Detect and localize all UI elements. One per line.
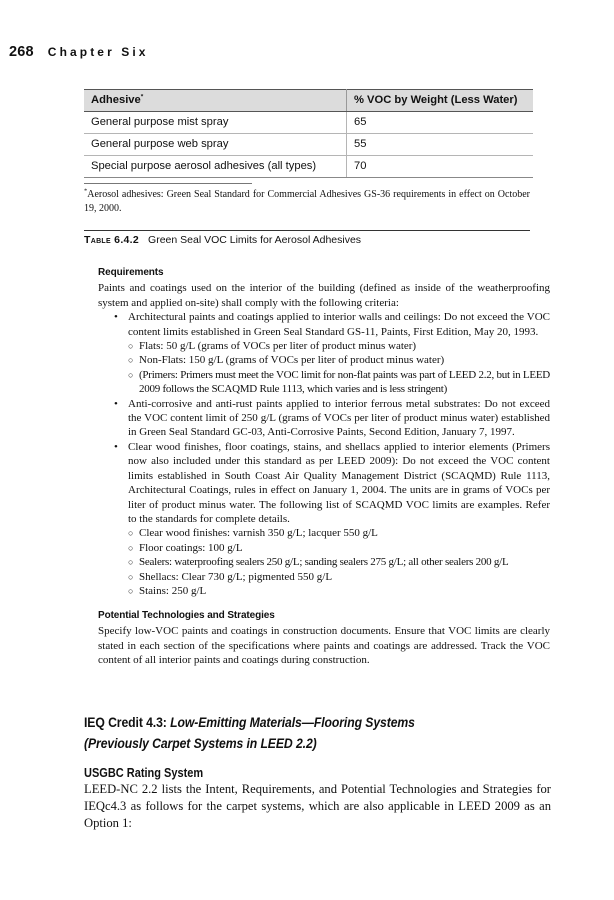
circle-bullet-icon: ○ bbox=[128, 528, 134, 539]
chapter-title: Chapter Six bbox=[47, 45, 149, 59]
section-heading: IEQ Credit 4.3: Low-Emitting Materials—Flooring Systems (Previously Carpet Systems in LEED 2.2) bbox=[84, 715, 415, 752]
circle-bullet-icon: ○ bbox=[128, 341, 134, 352]
caption-divider bbox=[84, 230, 530, 231]
circle-bullet-icon: ○ bbox=[128, 585, 134, 596]
circle-bullet-icon: ○ bbox=[128, 557, 134, 568]
running-header bbox=[9, 44, 149, 60]
table-cell: 70 bbox=[347, 156, 534, 178]
column-header-voc: % VOC by Weight (Less Water) bbox=[347, 90, 534, 112]
sub-list bbox=[128, 339, 550, 397]
page-number: 268 bbox=[9, 44, 34, 60]
table-header-row bbox=[84, 90, 533, 112]
circle-bullet-icon: ○ bbox=[128, 369, 134, 380]
sub-list bbox=[128, 526, 550, 598]
requirements-list bbox=[98, 310, 550, 598]
list-item: ○ Sealers: waterproofing sealers 250 g/L; sanding sealers 275 g/L; all other sealers 200 g/L bbox=[128, 556, 509, 569]
list-item: ○ (Primers: Primers must meet the VOC limit for non-flat paints was part of LEED 2.2, but in LEED 2009 follows the SCAQMD Rule 1113, which varies and is less stringent) bbox=[128, 368, 550, 396]
bullet-icon: • bbox=[114, 311, 118, 324]
table-cell: 55 bbox=[347, 134, 534, 156]
table-cell: 65 bbox=[347, 112, 534, 134]
bullet-icon: • bbox=[114, 440, 118, 453]
footnote-divider bbox=[84, 183, 252, 184]
circle-bullet-icon: ○ bbox=[128, 571, 134, 582]
potential-strategies-section bbox=[98, 609, 550, 668]
usgbc-text: LEED-NC 2.2 lists the Intent, Requirements, and Potential Technologies and Strategies for IEQc4.3 as follows for the carpet systems, which are also applicable in LEED 2009 as an Option 1: bbox=[84, 782, 551, 831]
list-item: ○ Flats: 50 g/L (grams of VOCs per liter of product minus water) bbox=[128, 340, 417, 353]
list-item: • Clear wood finishes, floor coatings, stains, and shellacs applied to interior elements (Primers now also included under this standard as per LEED 2009): Do not exceed the VOC content limits established in South Coast Air Quality Management District (SCAQMD) Rule 1113, Architectural Coatings, rules in effect on January 1, 2004. The units are in grams of VOCs per liter of product minus water. The following list of SCAQMD VOC limits are examples. Refer to the standards for complete details. ○ Clear wood finishes: varnish 350 g/L; lacquer 550 g/L ○ Floor coatings: 100 g/L ○ Sealers: waterproofing sealers 250 g/L; sanding sealers 275 g/L; all other sealers 200 g/L ○ Shellacs: Clear 730 g/L; pigmented 550 g/L ○ Stains: 250 g/L bbox=[114, 440, 550, 597]
list-item: ○ Floor coatings: 100 g/L bbox=[128, 541, 243, 554]
table-row bbox=[84, 134, 533, 156]
caption-text: Green Seal VOC Limits for Aerosol Adhesives bbox=[148, 234, 362, 246]
column-header-adhesive: Adhesive* bbox=[84, 90, 347, 112]
voc-limits-table bbox=[84, 89, 533, 178]
list-item: • Anti-corrosive and anti-rust paints applied to interior ferrous metal substrates: Do not exceed the VOC content limit of 250 g/L (grams of VOCs per liter of product minus water) established in Green Seal Standard GC-03, Anti-Corrosive Paints, Second Edition, January 7, 1997. bbox=[114, 397, 550, 439]
list-item: ○ Non-Flats: 150 g/L (grams of VOCs per liter of product minus water) bbox=[128, 354, 445, 367]
table-cell: Special purpose aerosol adhesives (all types) bbox=[84, 156, 347, 178]
list-item: ○ Stains: 250 g/L bbox=[128, 584, 207, 597]
list-item: ○ Clear wood finishes: varnish 350 g/L; lacquer 550 g/L bbox=[128, 527, 378, 540]
potential-text: Specify low-VOC paints and coatings in construction documents. Ensure that VOC limits are clearly stated in each section of the specifications where paints and coatings are addressed. Track the VOC content of all interior paints and coatings during construction. bbox=[98, 625, 550, 667]
circle-bullet-icon: ○ bbox=[128, 542, 134, 553]
potential-heading: Potential Technologies and Strategies bbox=[98, 610, 275, 621]
list-item: • Architectural paints and coatings applied to interior walls and ceilings: Do not exceed the VOC content limits established in Green Seal Standard GS-11, Paints, First Edition, May 20, 1993. ○ Flats: 50 g/L (grams of VOCs per liter of product minus water) ○ Non-Flats: 150 g/L (grams of VOCs per liter of product minus water) ○ (Primers: Primers must meet the VOC limit for non-flat paints was part of LEED 2.2, but in LEED 2009 follows the SCAQMD Rule 1113, which varies and is less stringent) bbox=[114, 311, 550, 396]
table-cell: General purpose web spray bbox=[84, 134, 347, 156]
bullet-icon: • bbox=[114, 397, 118, 410]
table-caption bbox=[84, 234, 361, 246]
table-cell: General purpose mist spray bbox=[84, 112, 347, 134]
circle-bullet-icon: ○ bbox=[128, 355, 134, 366]
caption-label: Table 6.4.2 bbox=[84, 234, 140, 246]
usgbc-heading: USGBC Rating System bbox=[84, 766, 204, 780]
requirements-intro: Paints and coatings used on the interior of the building (defined as inside of the weatherproofing system and applied on-site) shall comply with the following criteria: bbox=[98, 282, 550, 309]
table-row bbox=[84, 112, 533, 134]
requirements-section bbox=[98, 266, 550, 598]
table-row bbox=[84, 156, 533, 178]
table-footnote: *Aerosol adhesives: Green Seal Standard for Commercial Adhesives GS-36 requirements in effect on October 19, 2000. bbox=[84, 187, 530, 214]
section-subtitle: (Previously Carpet Systems in LEED 2.2) bbox=[84, 736, 317, 752]
requirements-heading: Requirements bbox=[98, 267, 164, 278]
list-item: ○ Shellacs: Clear 730 g/L; pigmented 550 g/L bbox=[128, 570, 333, 583]
